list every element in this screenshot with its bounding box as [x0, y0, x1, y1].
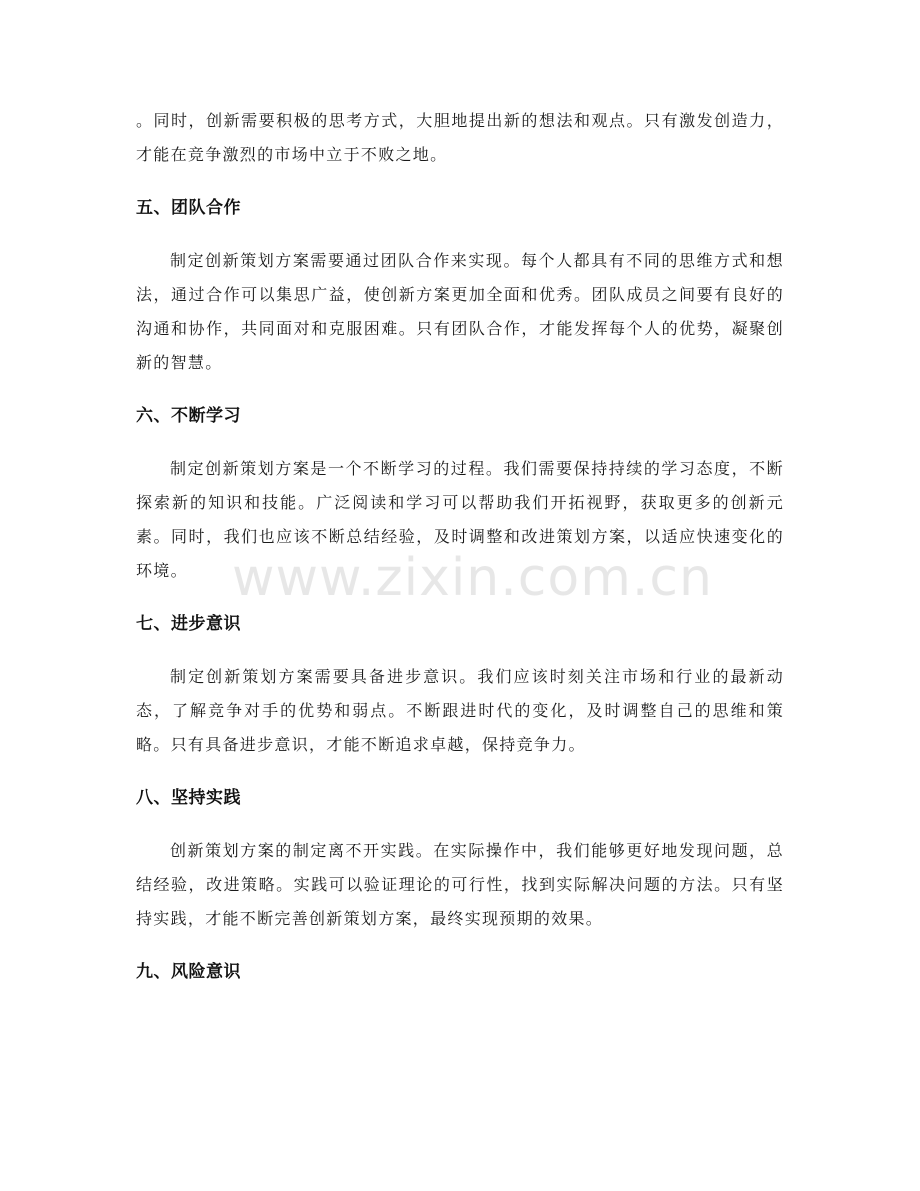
section-body-team-cooperation: 制定创新策划方案需要通过团队合作来实现。每个人都具有不同的思维方式和想法，通过合作可以集思广益，使创新方案更加全面和优秀。团队成员之间要有良好的沟通和协作，共同面对和克服困难。只有团队合作，才能发挥每个人的优势，凝聚创新的智慧。 [136, 251, 784, 372]
section-heading-progress-awareness: 七、进步意识 [136, 614, 241, 634]
section-body-continuous-learning: 制定创新策划方案是一个不断学习的过程。我们需要保持持续的学习态度，不断探索新的知识和技能。广泛阅读和学习可以帮助我们开拓视野，获取更多的创新元素。同时，我们也应该不断总结经验，及时调整和改进策划方案，以适应快速变化的环境。 [136, 459, 784, 580]
section-heading-risk-awareness: 九、风险意识 [136, 962, 241, 982]
section-body-persist-practice: 创新策划方案的制定离不开实践。在实际操作中，我们能够更好地发现问题，总结经验，改进策略。实践可以验证理论的可行性，找到实际解决问题的方法。只有坚持实践，才能不断完善创新策划方案，最终实现预期的效果。 [136, 841, 784, 928]
section-heading-team-cooperation: 五、团队合作 [136, 198, 241, 218]
section-heading-continuous-learning: 六、不断学习 [136, 406, 241, 426]
watermark-text: www.zixin.com.cn [232, 548, 713, 608]
intro-paragraph: 。同时，创新需要积极的思考方式，大胆地提出新的想法和观点。只有激发创造力，才能在竞争激烈的市场中立于不败之地。 [136, 111, 784, 164]
section-heading-persist-practice: 八、坚持实践 [136, 788, 241, 808]
section-body-progress-awareness: 制定创新策划方案需要具备进步意识。我们应该时刻关注市场和行业的最新动态，了解竞争对手的优势和弱点。不断跟进时代的变化，及时调整自己的思维和策略。只有具备进步意识，才能不断追求卓越，保持竞争力。 [136, 667, 784, 754]
document-content [136, 104, 784, 1008]
